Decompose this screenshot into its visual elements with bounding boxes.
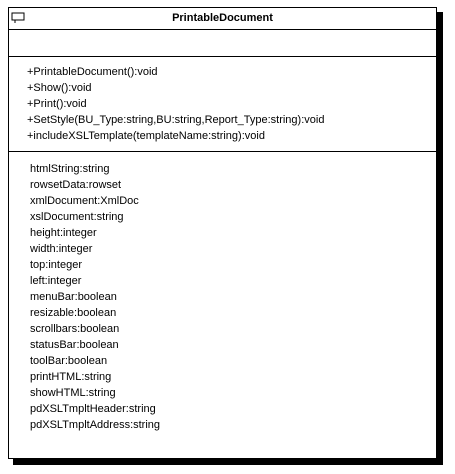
attribute-item: left:integer	[30, 275, 82, 287]
attribute-item: height:integer	[30, 227, 97, 239]
attribute-item: menuBar:boolean	[30, 291, 117, 303]
operation-item: +Show():void	[27, 82, 92, 94]
operation-item: +SetStyle(BU_Type:string,BU:string,Report_Type:string):void	[27, 114, 325, 126]
attribute-item: xmlDocument:XmlDoc	[30, 195, 139, 207]
operation-item: +includeXSLTemplate(templateName:string):void	[27, 130, 265, 142]
name-divider	[9, 29, 436, 30]
attribute-item: top:integer	[30, 259, 82, 271]
attribute-item: scrollbars:boolean	[30, 323, 120, 335]
operations-compartment	[27, 64, 454, 144]
attributes-compartment	[30, 161, 455, 433]
operation-item: +Print():void	[27, 98, 87, 110]
attribute-item: xslDocument:string	[30, 211, 124, 223]
uml-class-box[interactable]	[8, 7, 437, 459]
attribute-item: printHTML:string	[30, 371, 112, 383]
attribute-item: width:integer	[30, 243, 93, 255]
attribute-item: resizable:boolean	[30, 307, 117, 319]
attribute-item: pdXSLTmpltAddress:string	[30, 419, 161, 431]
operations-divider	[9, 151, 436, 152]
attribute-item: statusBar:boolean	[30, 339, 119, 351]
attribute-item: pdXSLTmpltHeader:string	[30, 403, 156, 415]
operation-item: +PrintableDocument():void	[27, 66, 158, 78]
attribute-item: toolBar:boolean	[30, 355, 108, 367]
attribute-item: showHTML:string	[30, 387, 116, 399]
attribute-item: rowsetData:rowset	[30, 179, 122, 191]
class-name: PrintableDocument	[172, 12, 273, 24]
properties-divider	[9, 56, 436, 57]
attribute-item: htmlString:string	[30, 163, 110, 175]
